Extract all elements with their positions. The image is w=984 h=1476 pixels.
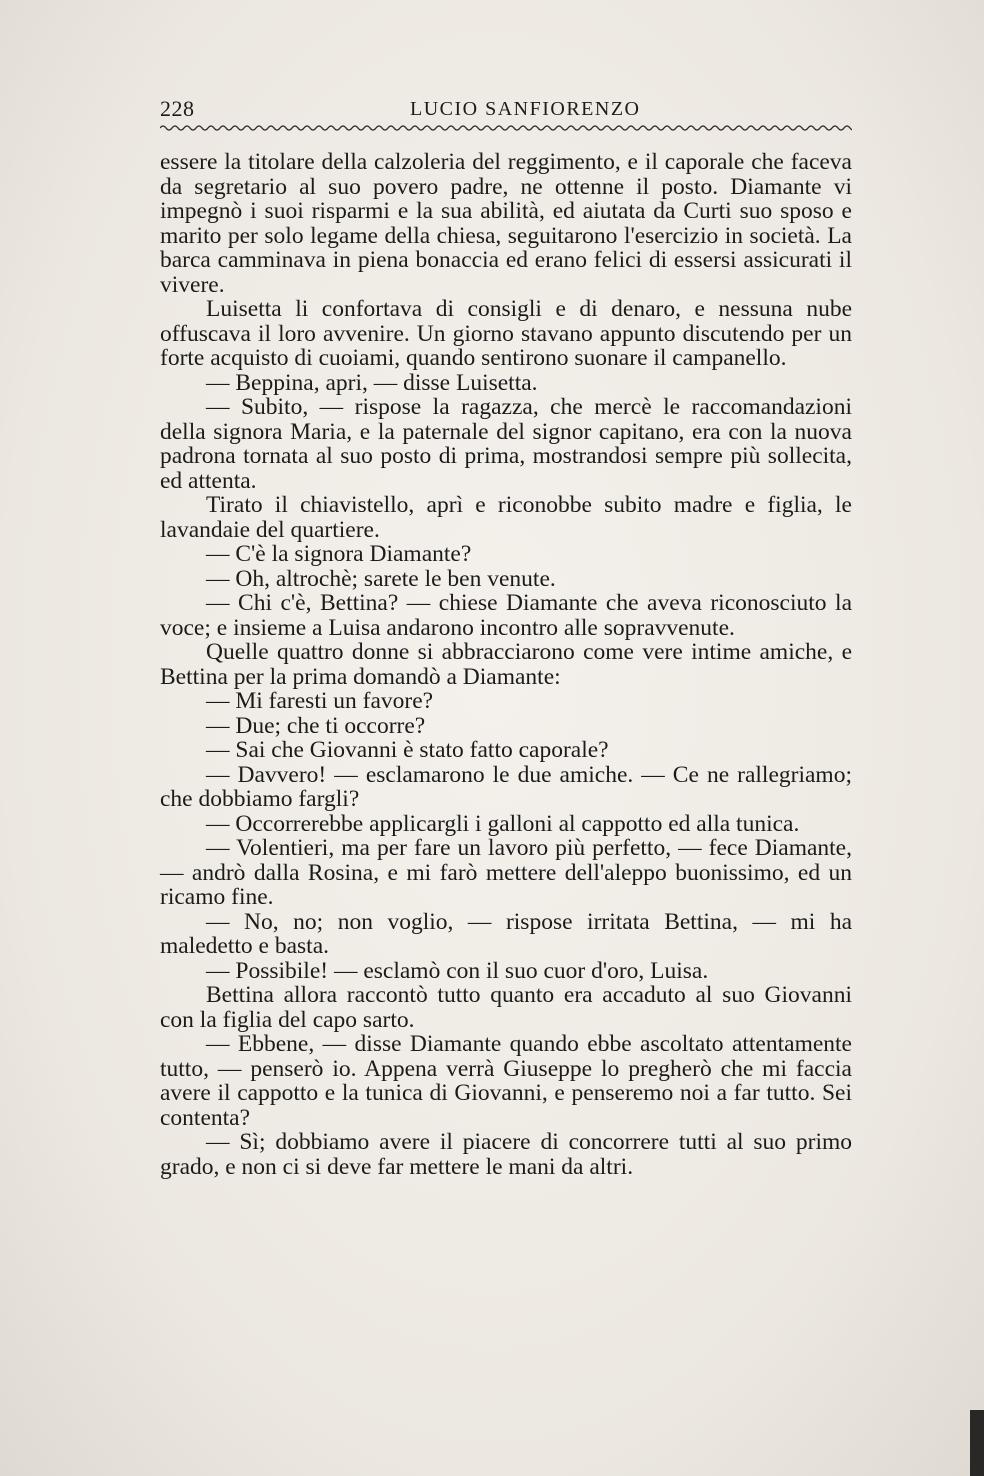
paragraph: — C'è la signora Diamante? (206, 541, 472, 567)
wavy-header-rule (160, 122, 852, 134)
paragraph: Tirato il chiavistello, aprì e riconobbe subito madre e figlia, le lavandaie del quartiere. (160, 492, 852, 543)
paragraph: — Possibile! — esclamò con il suo cuor d'oro, Luisa. (206, 957, 709, 984)
paragraph: — No, no; non voglio, — rispose irritata Bettina, — mi ha maledetto e basta. (160, 908, 852, 959)
paragraph: — Oh, altrochè; sarete le ben venute. (206, 565, 556, 592)
paragraph: — Chi c'è, Bettina? — chiese Diamante che aveva riconosciuto la voce; e insieme a Luisa andarono incontro alle sopravvenute. (160, 590, 852, 641)
running-head: LUCIO SANFIORENZO (410, 98, 641, 120)
scan-edge-shadow (970, 1410, 984, 1476)
paragraph: — Due; che ti occorre? (206, 712, 426, 739)
body-text (160, 150, 852, 1179)
paragraph: — Ebbene, — disse Diamante quando ebbe ascoltato attentamente tutto, — penserò io. Appena verrà Giuseppe lo pregherò che mi faccia avere il cappotto e la tunica di Giovanni, e penseremo noi a far tutto. Sei contenta? (160, 1031, 852, 1131)
paragraph: — Subito, — rispose la ragazza, che mercè le raccomandazioni della signora Maria, e la paternale del signor capitano, era con la nuova padrona tornata al suo posto di prima, mostrandosi sempre più sollecita, ed attenta. (160, 394, 852, 494)
paragraph: — Beppina, apri, — disse Luisetta. (206, 369, 538, 396)
paragraph: — Mi faresti un favore? (206, 688, 434, 714)
paragraph: — Occorrerebbe applicargli i galloni al cappotto ed alla tunica. (206, 810, 800, 837)
paragraph: essere la titolare della calzoleria del reggimento, e il caporale che faceva da segretario al suo povero padre, ne ottenne il posto. Diamante vi impegnò i suoi risparmi e la sua abilità, ed aiutata da Curti suo sposo e marito per solo legame della chiesa, seguitarono l'esercizio in società. La barca camminava in piena bonaccia ed erano felici di essersi assicurati il vivere. (160, 149, 852, 298)
paragraph: — Sai che Giovanni è stato fatto caporale? (206, 737, 609, 763)
paragraph: Luisetta li confortava di consigli e di denaro, e nessuna nube offuscava il loro avvenire. Un giorno stavano appunto discutendo per un forte acquisto di cuoiami, quando sentirono suonare il campanello. (160, 296, 852, 371)
paragraph: — Davvero! — esclamarono le due amiche. — Ce ne rallegriamo; che dobbiamo fargli? (160, 761, 852, 812)
paragraph: Quelle quattro donne si abbracciarono come vere intime amiche, e Bettina per la prima domandò a Diamante: (160, 639, 852, 690)
page-number: 228 (160, 96, 195, 121)
paragraph: Bettina allora raccontò tutto quanto era accaduto al suo Giovanni con la figlia del capo sarto. (160, 982, 852, 1033)
paragraph: — Volentieri, ma per fare un lavoro più perfetto, — fece Diamante, — andrò dalla Rosina, e mi farò mettere dell'aleppo buonissimo, ed un ricamo fine. (160, 835, 852, 910)
paragraph: — Sì; dobbiamo avere il piacere di concorrere tutti al suo primo grado, e non ci si deve far mettere le mani da altri. (160, 1129, 852, 1180)
